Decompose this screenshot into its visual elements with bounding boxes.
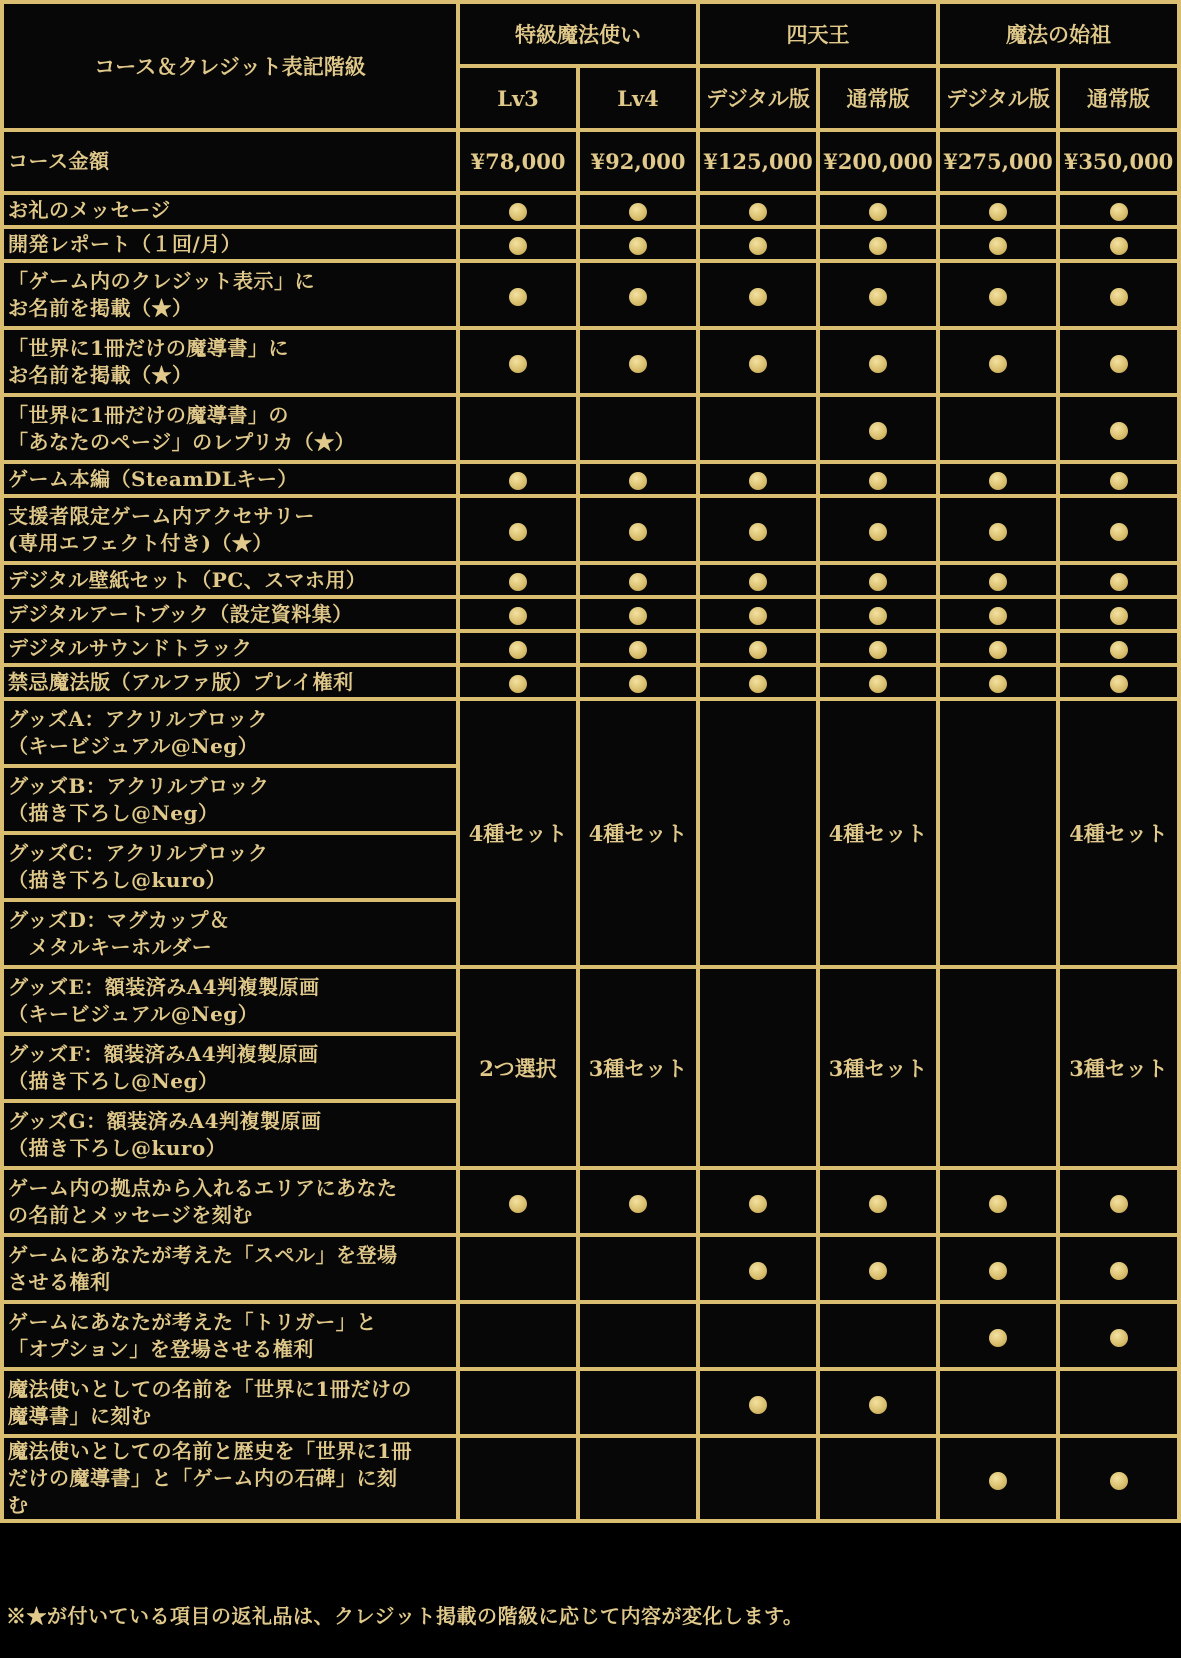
included-cell xyxy=(818,631,938,665)
benefit-row xyxy=(2,227,1179,261)
gold-dot-icon xyxy=(1110,523,1128,541)
empty-cell xyxy=(698,1436,818,1521)
included-cell xyxy=(458,462,578,496)
included-cell xyxy=(458,496,578,563)
included-cell xyxy=(698,261,818,328)
included-cell xyxy=(1058,665,1179,699)
price-value: ¥275,000 xyxy=(938,130,1058,193)
included-cell xyxy=(698,462,818,496)
header-group-row xyxy=(2,2,1179,66)
gold-dot-icon xyxy=(629,472,647,490)
gold-dot-icon xyxy=(749,288,767,306)
included-cell xyxy=(698,597,818,631)
gold-dot-icon xyxy=(989,237,1007,255)
gold-dot-icon xyxy=(749,472,767,490)
gold-dot-icon xyxy=(749,573,767,591)
included-cell xyxy=(578,597,698,631)
included-cell xyxy=(578,563,698,597)
header-group-tokkyu: 特級魔法使い xyxy=(458,2,698,66)
gold-dot-icon xyxy=(869,573,887,591)
gold-dot-icon xyxy=(869,422,887,440)
gold-dot-icon xyxy=(989,1329,1007,1347)
empty-cell xyxy=(458,1302,578,1369)
included-cell xyxy=(698,631,818,665)
price-value: ¥92,000 xyxy=(578,130,698,193)
gold-dot-icon xyxy=(989,523,1007,541)
gold-dot-icon xyxy=(509,523,527,541)
row-label: 魔法使いとしての名前と歴史を「世界に1冊 だけの魔導書」と「ゲーム内の石碑」に刻 む xyxy=(2,1436,458,1521)
header-sub-shiso-normal: 通常版 xyxy=(1058,66,1179,130)
included-cell xyxy=(818,328,938,395)
gold-dot-icon xyxy=(1110,1472,1128,1490)
price-value: ¥78,000 xyxy=(458,130,578,193)
included-cell xyxy=(818,563,938,597)
gold-dot-icon xyxy=(509,675,527,693)
row-label: グッズF：額装済みA4判複製原画 （描き下ろし@Neg） xyxy=(2,1034,458,1101)
included-cell xyxy=(938,597,1058,631)
price-value: ¥200,000 xyxy=(818,130,938,193)
benefit-row xyxy=(2,665,1179,699)
goods-set-cell: 4種セット xyxy=(578,699,698,967)
empty-cell xyxy=(1058,1369,1179,1436)
goods-set-cell: 3種セット xyxy=(1058,967,1179,1168)
included-cell xyxy=(1058,395,1179,462)
included-cell xyxy=(938,261,1058,328)
row-label: 「世界に1冊だけの魔導書」に お名前を掲載（★） xyxy=(2,328,458,395)
gold-dot-icon xyxy=(749,1195,767,1213)
gold-dot-icon xyxy=(629,237,647,255)
header-sub-shiso-digital: デジタル版 xyxy=(938,66,1058,130)
included-cell xyxy=(818,665,938,699)
empty-cell xyxy=(938,1369,1058,1436)
empty-cell xyxy=(698,967,818,1168)
gold-dot-icon xyxy=(869,675,887,693)
gold-dot-icon xyxy=(989,288,1007,306)
goods-set-cell: 2つ選択 xyxy=(458,967,578,1168)
empty-cell xyxy=(578,1235,698,1302)
included-cell xyxy=(938,193,1058,227)
included-cell xyxy=(1058,193,1179,227)
gold-dot-icon xyxy=(1110,288,1128,306)
included-cell xyxy=(698,328,818,395)
header-sub-shitenno-normal: 通常版 xyxy=(818,66,938,130)
row-label: 魔法使いとしての名前を「世界に1冊だけの 魔導書」に刻む xyxy=(2,1369,458,1436)
empty-cell xyxy=(458,1436,578,1521)
included-cell xyxy=(1058,597,1179,631)
gold-dot-icon xyxy=(989,675,1007,693)
included-cell xyxy=(578,665,698,699)
gold-dot-icon xyxy=(1110,641,1128,659)
gold-dot-icon xyxy=(869,607,887,625)
included-cell xyxy=(938,1168,1058,1235)
included-cell xyxy=(578,496,698,563)
goods-set-cell: 3種セット xyxy=(818,967,938,1168)
gold-dot-icon xyxy=(869,1262,887,1280)
gold-dot-icon xyxy=(509,1195,527,1213)
row-label: デジタルサウンドトラック xyxy=(2,631,458,665)
gold-dot-icon xyxy=(509,288,527,306)
included-cell xyxy=(578,462,698,496)
gold-dot-icon xyxy=(629,523,647,541)
benefit-row xyxy=(2,496,1179,563)
included-cell xyxy=(818,1369,938,1436)
included-cell xyxy=(1058,328,1179,395)
goods-set-cell: 4種セット xyxy=(1058,699,1179,967)
included-cell xyxy=(578,328,698,395)
gold-dot-icon xyxy=(989,355,1007,373)
included-cell xyxy=(458,631,578,665)
gold-dot-icon xyxy=(749,203,767,221)
header-group-shitenno: 四天王 xyxy=(698,2,938,66)
included-cell xyxy=(818,1168,938,1235)
included-cell xyxy=(1058,563,1179,597)
gold-dot-icon xyxy=(629,675,647,693)
included-cell xyxy=(458,1168,578,1235)
goods-set-cell: 3種セット xyxy=(578,967,698,1168)
benefit-row xyxy=(2,462,1179,496)
included-cell xyxy=(458,563,578,597)
included-cell xyxy=(938,1235,1058,1302)
row-label: グッズE：額装済みA4判複製原画 （キービジュアル@Neg） xyxy=(2,967,458,1034)
gold-dot-icon xyxy=(869,523,887,541)
included-cell xyxy=(938,1436,1058,1521)
included-cell xyxy=(818,227,938,261)
gold-dot-icon xyxy=(749,607,767,625)
gold-dot-icon xyxy=(629,288,647,306)
included-cell xyxy=(938,496,1058,563)
row-label: グッズA：アクリルブロック （キービジュアル@Neg） xyxy=(2,699,458,766)
gold-dot-icon xyxy=(509,573,527,591)
row-label: グッズB：アクリルブロック （描き下ろし@Neg） xyxy=(2,766,458,833)
included-cell xyxy=(818,395,938,462)
header-group-shiso: 魔法の始祖 xyxy=(938,2,1179,66)
goods-row xyxy=(2,967,1179,1034)
included-cell xyxy=(578,193,698,227)
gold-dot-icon xyxy=(1110,1262,1128,1280)
gold-dot-icon xyxy=(629,641,647,659)
gold-dot-icon xyxy=(1110,422,1128,440)
row-label: デジタル壁紙セット（PC、スマホ用） xyxy=(2,563,458,597)
price-label: コース金額 xyxy=(2,130,458,193)
price-row xyxy=(2,130,1179,193)
row-label: 「ゲーム内のクレジット表示」に お名前を掲載（★） xyxy=(2,261,458,328)
benefit-row xyxy=(2,1235,1179,1302)
included-cell xyxy=(578,261,698,328)
empty-cell xyxy=(818,1436,938,1521)
included-cell xyxy=(818,597,938,631)
benefit-row xyxy=(2,1369,1179,1436)
included-cell xyxy=(938,665,1058,699)
included-cell xyxy=(938,1302,1058,1369)
included-cell xyxy=(458,665,578,699)
included-cell xyxy=(698,1235,818,1302)
included-cell xyxy=(938,227,1058,261)
gold-dot-icon xyxy=(629,607,647,625)
empty-cell xyxy=(698,699,818,967)
gold-dot-icon xyxy=(509,641,527,659)
empty-cell xyxy=(818,1302,938,1369)
gold-dot-icon xyxy=(509,607,527,625)
benefit-row xyxy=(2,328,1179,395)
empty-cell xyxy=(938,699,1058,967)
gold-dot-icon xyxy=(1110,237,1128,255)
included-cell xyxy=(458,227,578,261)
gold-dot-icon xyxy=(629,203,647,221)
price-value: ¥125,000 xyxy=(698,130,818,193)
gold-dot-icon xyxy=(749,675,767,693)
included-cell xyxy=(698,1369,818,1436)
gold-dot-icon xyxy=(989,641,1007,659)
goods-row xyxy=(2,699,1179,766)
gold-dot-icon xyxy=(749,641,767,659)
empty-cell xyxy=(578,1436,698,1521)
row-label: ゲームにあなたが考えた「トリガー」と 「オプション」を登場させる権利 xyxy=(2,1302,458,1369)
benefit-row xyxy=(2,1302,1179,1369)
gold-dot-icon xyxy=(869,641,887,659)
included-cell xyxy=(698,496,818,563)
gold-dot-icon xyxy=(989,607,1007,625)
empty-cell xyxy=(458,395,578,462)
row-label: 禁忌魔法版（アルファ版）プレイ権利 xyxy=(2,665,458,699)
included-cell xyxy=(698,563,818,597)
included-cell xyxy=(458,328,578,395)
price-value: ¥350,000 xyxy=(1058,130,1179,193)
header-sub-lv4: Lv4 xyxy=(578,66,698,130)
gold-dot-icon xyxy=(869,237,887,255)
benefit-row xyxy=(2,1436,1179,1521)
benefit-row xyxy=(2,1168,1179,1235)
included-cell xyxy=(698,227,818,261)
benefit-row xyxy=(2,563,1179,597)
gold-dot-icon xyxy=(509,472,527,490)
gold-dot-icon xyxy=(749,355,767,373)
gold-dot-icon xyxy=(989,472,1007,490)
included-cell xyxy=(1058,462,1179,496)
included-cell xyxy=(458,597,578,631)
gold-dot-icon xyxy=(629,1195,647,1213)
included-cell xyxy=(1058,496,1179,563)
included-cell xyxy=(698,193,818,227)
gold-dot-icon xyxy=(989,1472,1007,1490)
included-cell xyxy=(458,261,578,328)
header-sub-lv3: Lv3 xyxy=(458,66,578,130)
gold-dot-icon xyxy=(989,203,1007,221)
gold-dot-icon xyxy=(869,472,887,490)
benefit-row xyxy=(2,597,1179,631)
header-sub-shitenno-digital: デジタル版 xyxy=(698,66,818,130)
empty-cell xyxy=(578,395,698,462)
included-cell xyxy=(818,496,938,563)
included-cell xyxy=(938,563,1058,597)
included-cell xyxy=(938,328,1058,395)
gold-dot-icon xyxy=(1110,472,1128,490)
gold-dot-icon xyxy=(1110,675,1128,693)
included-cell xyxy=(938,631,1058,665)
gold-dot-icon xyxy=(1110,203,1128,221)
included-cell xyxy=(1058,631,1179,665)
gold-dot-icon xyxy=(749,1396,767,1414)
included-cell xyxy=(1058,1436,1179,1521)
row-label: 開発レポート（１回/月） xyxy=(2,227,458,261)
gold-dot-icon xyxy=(1110,1329,1128,1347)
empty-cell xyxy=(458,1369,578,1436)
included-cell xyxy=(818,261,938,328)
row-label: お礼のメッセージ xyxy=(2,193,458,227)
row-label: ゲーム内の拠点から入れるエリアにあなた の名前とメッセージを刻む xyxy=(2,1168,458,1235)
included-cell xyxy=(1058,1302,1179,1369)
benefit-row xyxy=(2,395,1179,462)
row-label: ゲーム本編（SteamDLキー） xyxy=(2,462,458,496)
gold-dot-icon xyxy=(989,1195,1007,1213)
included-cell xyxy=(1058,227,1179,261)
gold-dot-icon xyxy=(1110,355,1128,373)
row-label: 「世界に1冊だけの魔導書」の 「あなたのページ」のレプリカ（★） xyxy=(2,395,458,462)
gold-dot-icon xyxy=(749,1262,767,1280)
gold-dot-icon xyxy=(869,288,887,306)
benefit-row xyxy=(2,193,1179,227)
header-corner: コース＆クレジット表記階級 xyxy=(2,2,458,130)
row-label: グッズG：額装済みA4判複製原画 （描き下ろし@kuro） xyxy=(2,1101,458,1168)
gold-dot-icon xyxy=(989,573,1007,591)
row-label: グッズC：アクリルブロック （描き下ろし@kuro） xyxy=(2,833,458,900)
empty-cell xyxy=(578,1369,698,1436)
included-cell xyxy=(818,462,938,496)
empty-cell xyxy=(578,1302,698,1369)
included-cell xyxy=(698,1168,818,1235)
row-label: デジタルアートブック（設定資料集） xyxy=(2,597,458,631)
gold-dot-icon xyxy=(1110,573,1128,591)
included-cell xyxy=(1058,261,1179,328)
empty-cell xyxy=(698,395,818,462)
included-cell xyxy=(818,193,938,227)
included-cell xyxy=(938,462,1058,496)
footnote: ※★が付いている項目の返礼品は、クレジット掲載の階級に応じて内容が変化します。 xyxy=(6,1604,804,1628)
benefit-row xyxy=(2,261,1179,328)
reward-table-body xyxy=(2,130,1179,1521)
gold-dot-icon xyxy=(749,237,767,255)
gold-dot-icon xyxy=(1110,1195,1128,1213)
gold-dot-icon xyxy=(869,1195,887,1213)
row-label: グッズD：マグカップ＆ メタルキーホルダー xyxy=(2,900,458,967)
included-cell xyxy=(818,1235,938,1302)
row-label: 支援者限定ゲーム内アクセサリー (専用エフェクト付き)（★） xyxy=(2,496,458,563)
included-cell xyxy=(578,631,698,665)
gold-dot-icon xyxy=(869,355,887,373)
empty-cell xyxy=(698,1302,818,1369)
gold-dot-icon xyxy=(629,355,647,373)
row-label: ゲームにあなたが考えた「スペル」を登場 させる権利 xyxy=(2,1235,458,1302)
gold-dot-icon xyxy=(869,203,887,221)
included-cell xyxy=(458,193,578,227)
goods-set-cell: 4種セット xyxy=(818,699,938,967)
included-cell xyxy=(578,227,698,261)
benefit-row xyxy=(2,631,1179,665)
gold-dot-icon xyxy=(629,573,647,591)
gold-dot-icon xyxy=(509,203,527,221)
empty-cell xyxy=(458,1235,578,1302)
goods-set-cell: 4種セット xyxy=(458,699,578,967)
gold-dot-icon xyxy=(749,523,767,541)
gold-dot-icon xyxy=(509,237,527,255)
empty-cell xyxy=(938,967,1058,1168)
gold-dot-icon xyxy=(869,1396,887,1414)
gold-dot-icon xyxy=(509,355,527,373)
gold-dot-icon xyxy=(1110,607,1128,625)
gold-dot-icon xyxy=(989,1262,1007,1280)
empty-cell xyxy=(938,395,1058,462)
included-cell xyxy=(1058,1235,1179,1302)
included-cell xyxy=(698,665,818,699)
included-cell xyxy=(578,1168,698,1235)
included-cell xyxy=(1058,1168,1179,1235)
